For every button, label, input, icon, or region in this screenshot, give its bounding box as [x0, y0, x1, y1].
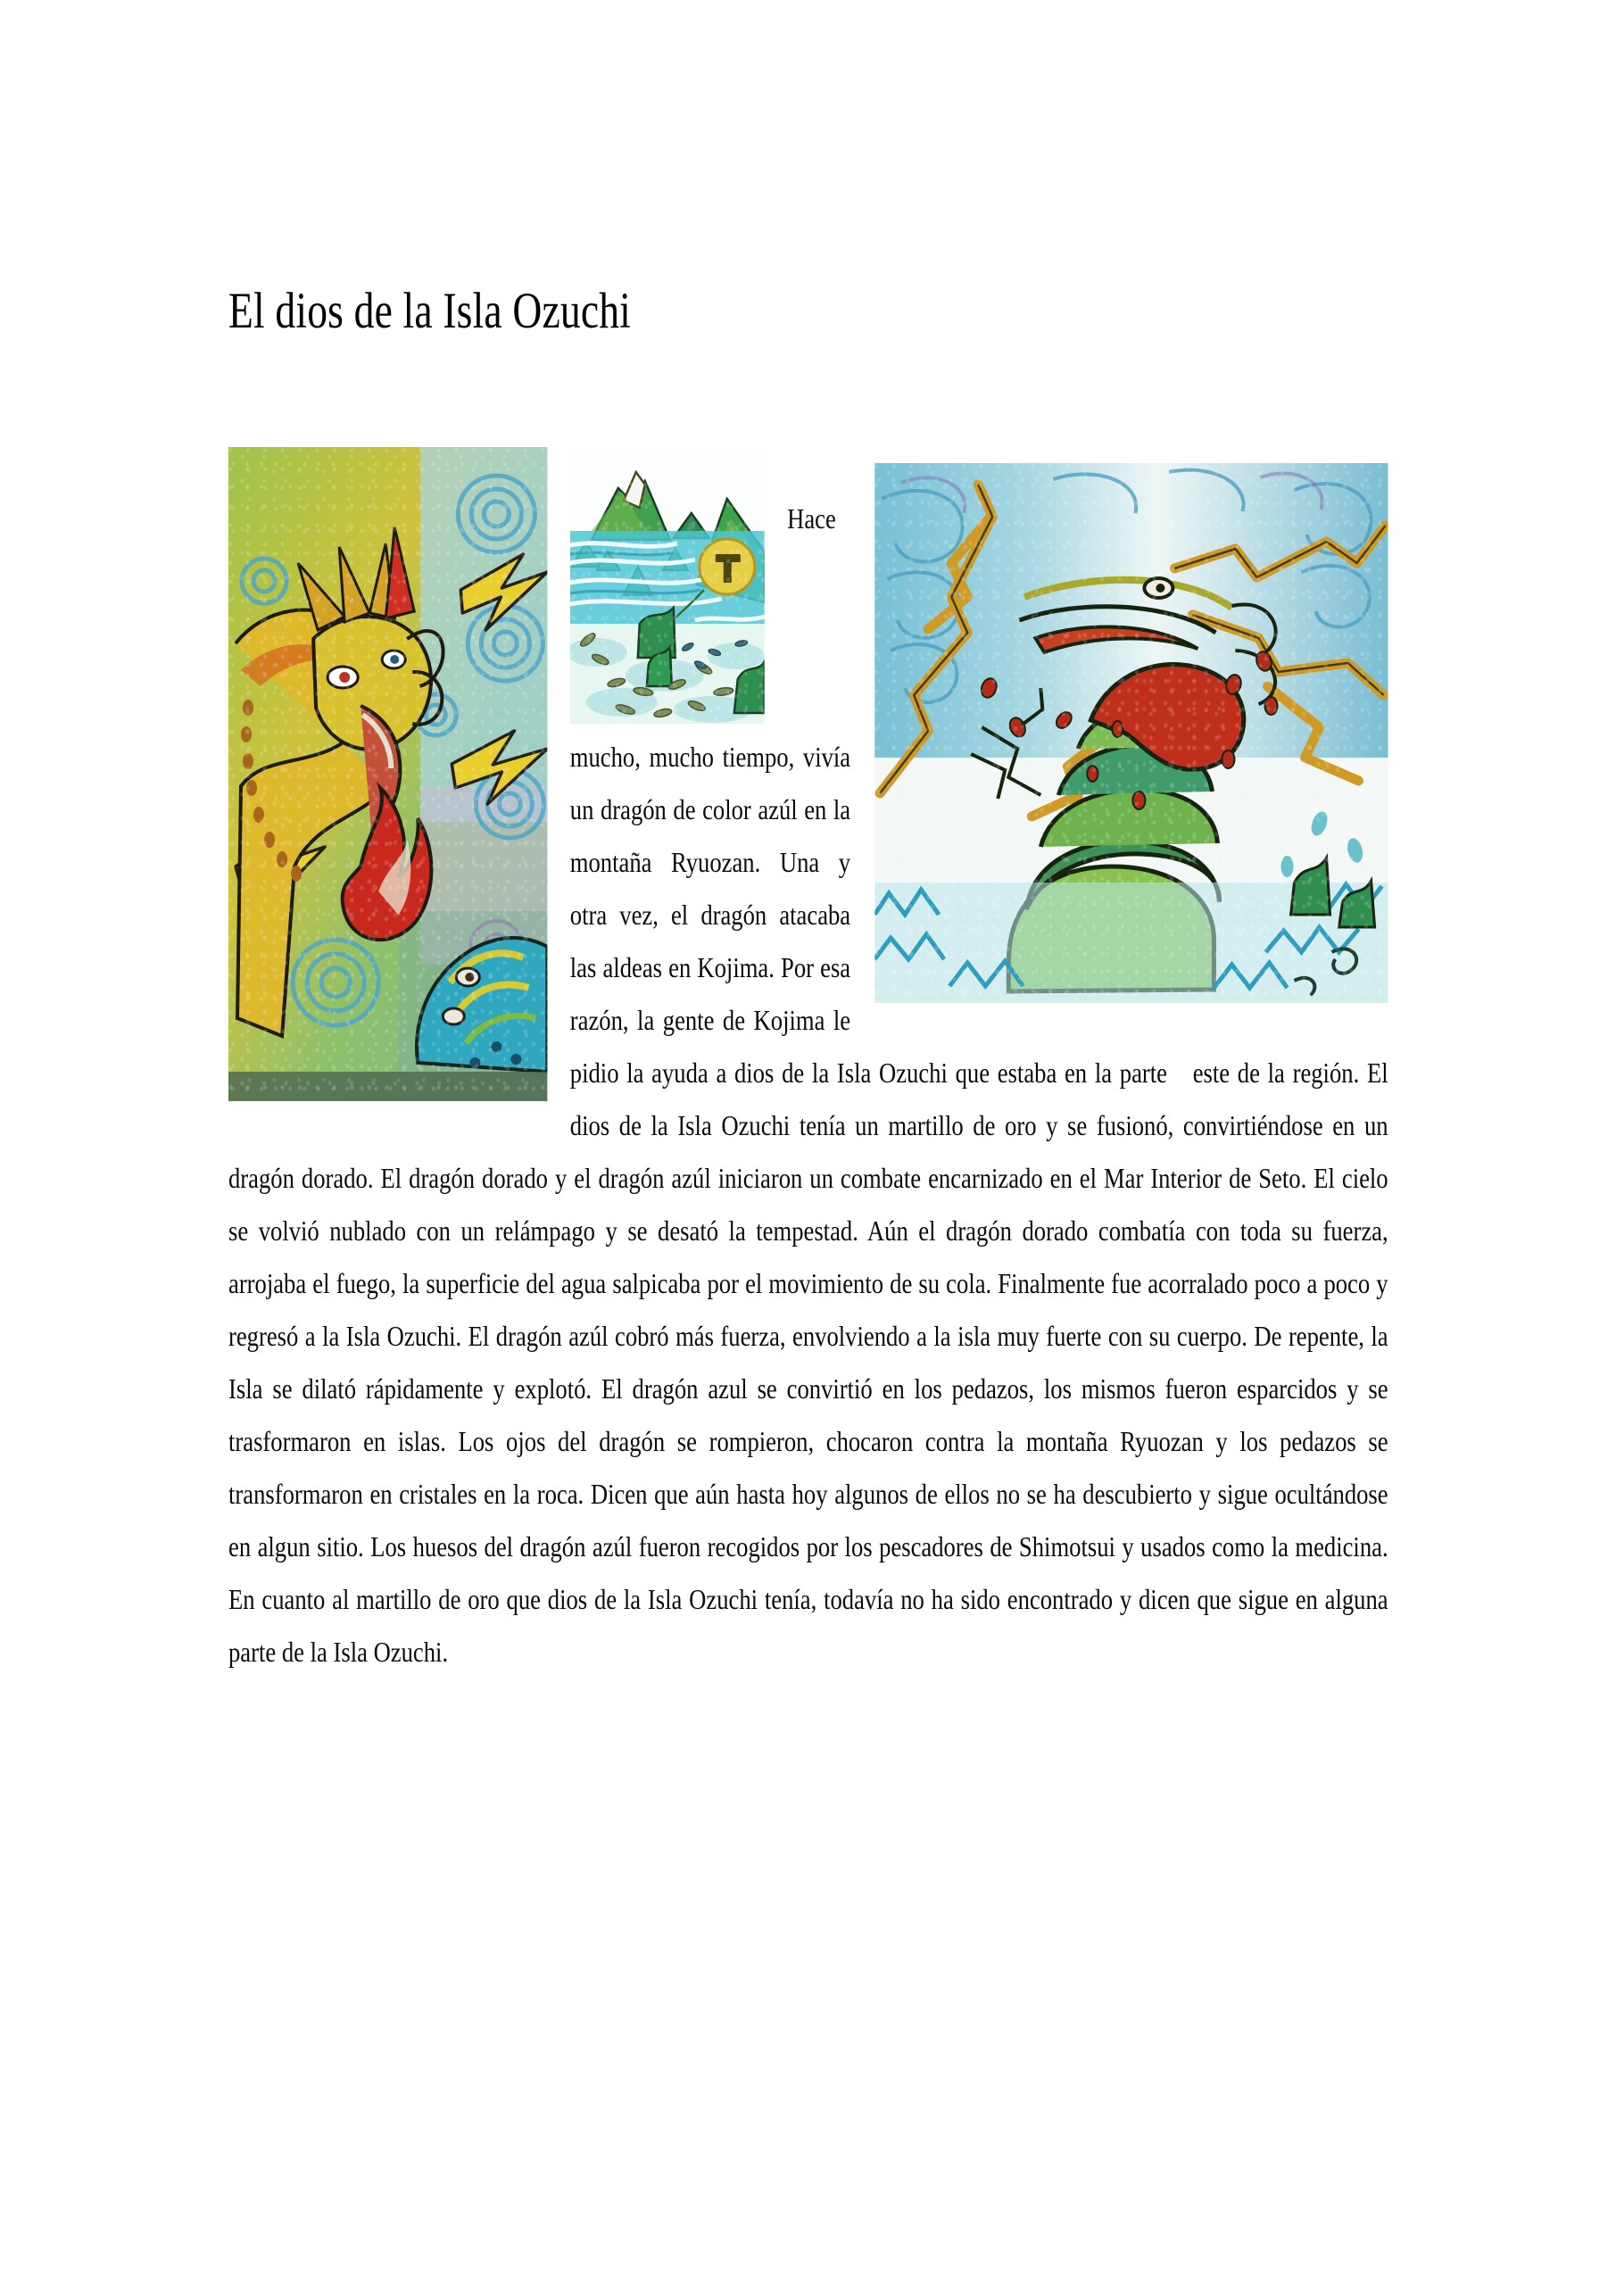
page-title: El dios de la Isla Ozuchi [228, 283, 632, 339]
illustration-dragon-coiled-around-island [874, 463, 1388, 1003]
story-text-part-a: Hace mucho, mucho tiempo, vivía un dragón de color azúl en la montaña Ryuozan. Una y otra vez, el dragón atacaba las aldeas en Kojima. Por esa razón, la gente de Kojima le pidio la ayuda a dios de la Isla Ozuchi que estaba en la parte [569, 502, 1167, 1089]
article-body [228, 440, 1388, 1678]
illustration-golden-dragon-vs-blue-dragon [228, 447, 547, 1101]
page-content [228, 284, 1388, 1678]
illustration-islands-and-golden-hammer [570, 445, 765, 724]
story-text-part-b: este de la región. El dios de la Isla Ozuchi tenía un martillo de oro y se fusionó, convirtiéndose en un dragón dorado. El dragón dorado y el dragón azúl iniciaron un combate encarnizado en el Mar Interior de Seto. El cielo se volvió nublado con un relámpago y se desató la tempestad. Aún el dragón dorado combatía con toda su fuerza, arrojaba el fuego, la superficie del agua salpicaba por el movimiento de su cola. Finalmente fue acorralado poco a poco y regresó a la Isla Ozuchi. El dragón azúl cobró más fuerza, envolviendo a la isla muy fuerte con su cuerpo. De repente, la Isla se dilató rápidamente y explotó. El dragón azul se convirtió en los pedazos, los mismos fueron esparcidos y se trasformaron en islas. Los ojos del dragón se rompieron, chocaron contra la montaña Ryuozan y los pedazos se transformaron en cristales en la roca. Dicen que aún hasta hoy algunos de ellos no se ha descubierto y sigue ocultándose en algun sitio. Los huesos del dragón azúl fueron recogidos por los pescadores de Shimotsui y usados como la medicina. En cuanto al martillo de oro que dios de la Isla Ozuchi tenía, todavía no ha sido encontrado y dicen que sigue en alguna parte de la Isla Ozuchi. [228, 1057, 1388, 1668]
